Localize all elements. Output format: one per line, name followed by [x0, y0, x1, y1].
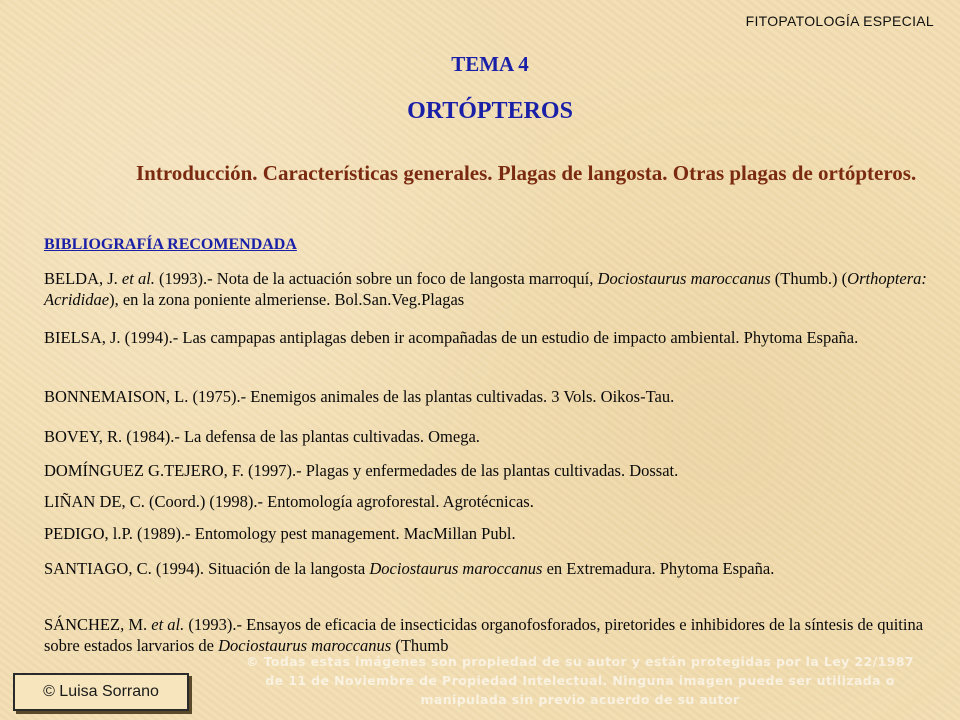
bibliography-entry: LIÑAN DE, C. (Coord.) (1998).- Entomología agroforestal. Agrotécnicas.	[44, 492, 534, 511]
course-header: FITOPATOLOGÍA ESPECIAL	[745, 13, 934, 29]
bibliography-entry: PEDIGO, l.P. (1989).- Entomology pest management. MacMillan Publ.	[44, 524, 516, 543]
topic-number: TEMA 4	[451, 52, 529, 76]
bibliography-entry: SANTIAGO, C. (1994). Situación de la langosta Dociostaurus maroccanus en Extremadura. Phytoma España.	[44, 559, 775, 578]
author-credit-box	[13, 673, 189, 711]
bibliography-entry: BELDA, J. et al. (1993).- Nota de la actuación sobre un foco de langosta marroquí, Dociostaurus maroccanus (Thumb.) (Orthoptera: Acrididae), en la zona poniente almeriense. Bol.San.Veg.Plagas	[44, 269, 927, 309]
bibliography-entry: SÁNCHEZ, M. et al. (1993).- Ensayos de eficacia de insecticidas organofosforados, piretorides e inhibidores de la síntesis de quitina sobre estados larvarios de Dociostaurus maroccanus (Thumb	[44, 615, 924, 655]
page-title: ORTÓPTEROS	[407, 98, 573, 124]
species-name: et al.	[151, 615, 185, 634]
species-name: Dociostaurus maroccanus	[218, 636, 392, 655]
author-credit: © Luisa Sorrano	[43, 683, 159, 700]
copyright-watermark	[210, 652, 950, 709]
bibliography-heading: BIBLIOGRAFÍA RECOMENDADA	[44, 236, 297, 253]
species-name: Orthoptera: Acrididae	[44, 269, 927, 309]
watermark-line: manipulada sin previo acuerdo de su autor	[420, 692, 740, 707]
species-name: Dociostaurus maroccanus	[369, 559, 543, 578]
bibliography-entry: DOMÍNGUEZ G.TEJERO, F. (1997).- Plagas y enfermedades de las plantas cultivadas. Dossat.	[44, 461, 679, 480]
intro-paragraph: Introducción. Características generales. Plagas de langosta. Otras plagas de ortópteros.	[136, 161, 917, 185]
species-name: et al.	[121, 269, 155, 288]
watermark-line: de 11 de Noviembre de Propiedad Intelectual. Ninguna imagen puede ser utilizada o	[265, 673, 895, 688]
bibliography-entry: BIELSA, J. (1994).- Las campapas antiplagas deben ir acompañadas de un estudio de impacto ambiental. Phytoma España.	[44, 328, 859, 347]
watermark-line: © Todas estas imágenes son propiedad de su autor y están protegidas por la Ley 22/1987	[245, 654, 915, 669]
bibliography-entry: BONNEMAISON, L. (1975).- Enemigos animales de las plantas cultivadas. 3 Vols. Oikos-Tau.	[44, 387, 675, 406]
bibliography-entry: BOVEY, R. (1984).- La defensa de las plantas cultivadas. Omega.	[44, 427, 480, 446]
species-name: Dociostaurus maroccanus	[597, 269, 771, 288]
